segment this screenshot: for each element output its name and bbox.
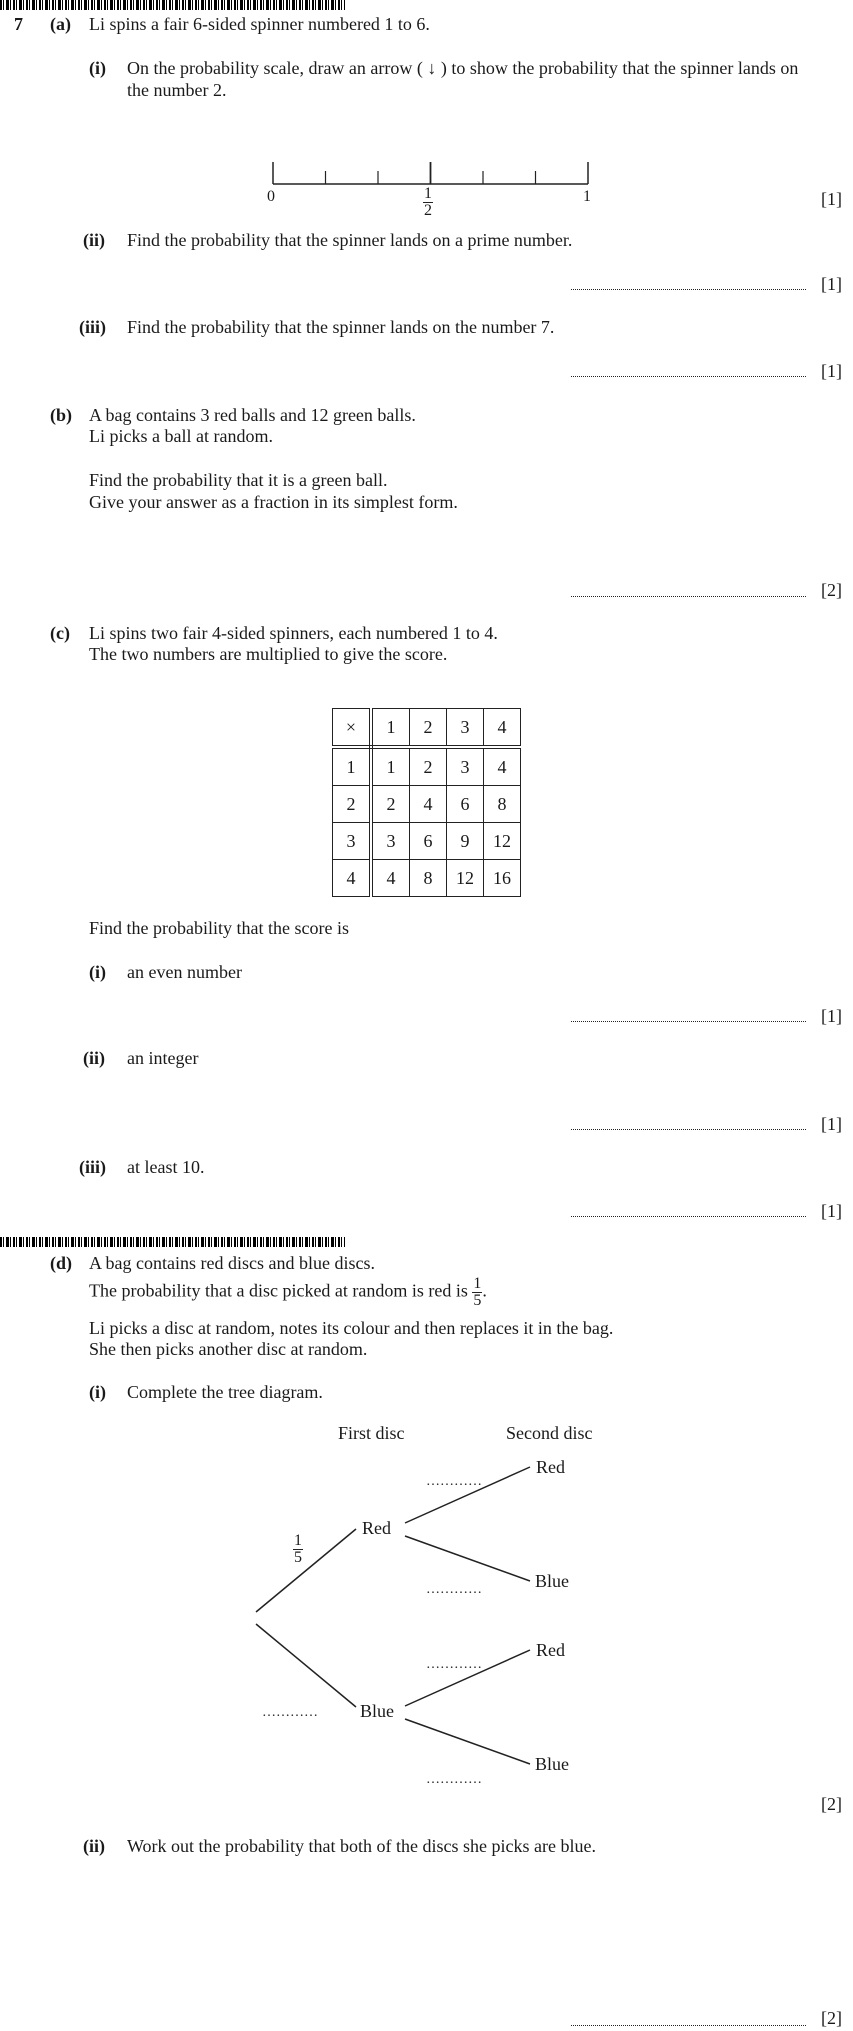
part-c-i-label: (i) bbox=[89, 962, 106, 982]
part-d-line2-text: The probability that a disc picked at random is red is bbox=[89, 1280, 468, 1301]
table-header-cell: 2 bbox=[410, 709, 447, 748]
table-cell: 2 bbox=[410, 747, 447, 786]
table-cell: 4 bbox=[410, 786, 447, 823]
part-a-i-marks: [1] bbox=[821, 189, 842, 209]
part-b-line4: Give your answer as a fraction in its simplest form. bbox=[89, 492, 458, 512]
part-a-ii-text: Find the probability that the spinner lands on a prime number. bbox=[127, 230, 573, 250]
part-d-line1: A bag contains red discs and blue discs. bbox=[89, 1253, 375, 1273]
table-cell: 3 bbox=[447, 747, 484, 786]
part-c-i-text: an even number bbox=[127, 962, 242, 982]
table-cell: 8 bbox=[410, 860, 447, 897]
table-cell: 6 bbox=[447, 786, 484, 823]
part-b-line3: Find the probability that it is a green ball. bbox=[89, 470, 388, 490]
tree-diagram-branches bbox=[0, 1440, 853, 1800]
tree-blank-first-blue[interactable]: ………… bbox=[262, 1705, 318, 1720]
part-a-iii-label: (iii) bbox=[79, 317, 106, 337]
part-d-i-text: Complete the tree diagram. bbox=[127, 1382, 323, 1402]
table-cell: 12 bbox=[484, 823, 521, 860]
part-c-label: (c) bbox=[50, 623, 70, 643]
part-d-line3: Li picks a disc at random, notes its colour and then replaces it in the bag. bbox=[89, 1318, 614, 1338]
question-number: 7 bbox=[14, 14, 23, 34]
table-header-row bbox=[333, 709, 521, 748]
page-barcode-middle bbox=[0, 1237, 345, 1247]
part-a-i-text-line1: On the probability scale, draw an arrow ( ↓ ) to show the probability that the spinner lands on bbox=[127, 58, 799, 78]
part-a-ii-label: (ii) bbox=[83, 230, 105, 250]
part-a-label: (a) bbox=[50, 14, 71, 34]
table-row bbox=[333, 786, 521, 823]
part-c-line2: The two numbers are multiplied to give the score. bbox=[89, 644, 448, 664]
table-corner-cell: × bbox=[333, 709, 372, 748]
table-row-header: 3 bbox=[333, 823, 372, 860]
table-row bbox=[333, 860, 521, 897]
table-row-header: 2 bbox=[333, 786, 372, 823]
part-c-iii-answer-line[interactable] bbox=[571, 1216, 806, 1217]
part-c-iii-text: at least 10. bbox=[127, 1157, 205, 1177]
part-a-i-label: (i) bbox=[89, 58, 106, 78]
part-d-ii-marks: [2] bbox=[821, 2008, 842, 2028]
part-a-stem: Li spins a fair 6-sided spinner numbered 1 to 6. bbox=[89, 14, 430, 34]
part-c-find: Find the probability that the score is bbox=[89, 918, 349, 938]
scale-label-half: $\frac{1}{2}$ bbox=[424, 185, 432, 219]
tree-heading-second: Second disc bbox=[506, 1423, 593, 1443]
tree-node-red: Red bbox=[362, 1518, 391, 1538]
table-cell: 6 bbox=[410, 823, 447, 860]
table-row-header: 1 bbox=[333, 747, 372, 786]
table-cell: 1 bbox=[371, 747, 410, 786]
part-b-label: (b) bbox=[50, 405, 72, 425]
tree-blank-red-blue[interactable]: ………… bbox=[426, 1582, 482, 1597]
tree-node-red-blue: Blue bbox=[535, 1571, 569, 1591]
tree-blank-red-red[interactable]: ………… bbox=[426, 1474, 482, 1489]
table-row bbox=[333, 747, 521, 786]
part-c-iii-label: (iii) bbox=[79, 1157, 106, 1177]
part-c-line1: Li spins two fair 4-sided spinners, each numbered 1 to 4. bbox=[89, 623, 498, 643]
part-d-line2: The probability that a disc picked at random is red is $\frac{1}{5}$ . bbox=[89, 1275, 487, 1309]
part-d-label: (d) bbox=[50, 1253, 72, 1273]
table-header-cell: 4 bbox=[484, 709, 521, 748]
scale-label-zero: 0 bbox=[267, 188, 275, 205]
table-cell: 4 bbox=[484, 747, 521, 786]
part-b-marks: [2] bbox=[821, 580, 842, 600]
tree-blank-blue-blue[interactable]: ………… bbox=[426, 1772, 482, 1787]
part-d-ii-label: (ii) bbox=[83, 1836, 105, 1856]
part-b-line2: Li picks a ball at random. bbox=[89, 426, 273, 446]
tree-blank-blue-red[interactable]: ………… bbox=[426, 1657, 482, 1672]
tree-node-blue-red: Red bbox=[536, 1640, 565, 1660]
part-c-iii-marks: [1] bbox=[821, 1201, 842, 1221]
table-cell: 4 bbox=[371, 860, 410, 897]
table-row bbox=[333, 823, 521, 860]
tree-node-red-red: Red bbox=[536, 1457, 565, 1477]
multiplication-table bbox=[332, 708, 521, 897]
table-cell: 3 bbox=[371, 823, 410, 860]
part-b-line1: A bag contains 3 red balls and 12 green balls. bbox=[89, 405, 416, 425]
tree-given-probability: $\frac{1}{5}$ bbox=[294, 1532, 302, 1566]
table-row-header: 4 bbox=[333, 860, 372, 897]
red-probability-fraction: $\frac{1}{5}$ bbox=[473, 1275, 482, 1309]
part-d-ii-text: Work out the probability that both of the discs she picks are blue. bbox=[127, 1836, 596, 1856]
table-cell: 2 bbox=[371, 786, 410, 823]
part-d-line4: She then picks another disc at random. bbox=[89, 1339, 368, 1359]
part-d-i-marks: [2] bbox=[821, 1794, 842, 1814]
part-c-ii-text: an integer bbox=[127, 1048, 199, 1068]
tree-heading-first: First disc bbox=[338, 1423, 405, 1443]
part-c-i-answer-line[interactable] bbox=[571, 1021, 806, 1022]
table-cell: 9 bbox=[447, 823, 484, 860]
tree-node-blue-blue: Blue bbox=[535, 1754, 569, 1774]
part-d-i-label: (i) bbox=[89, 1382, 106, 1402]
table-header-cell: 1 bbox=[371, 709, 410, 748]
part-a-ii-answer-line[interactable] bbox=[571, 289, 806, 290]
part-b-answer-line[interactable] bbox=[571, 596, 806, 597]
part-c-ii-label: (ii) bbox=[83, 1048, 105, 1068]
part-a-iii-answer-line[interactable] bbox=[571, 376, 806, 377]
part-c-i-marks: [1] bbox=[821, 1006, 842, 1026]
part-c-ii-answer-line[interactable] bbox=[571, 1129, 806, 1130]
part-d-ii-answer-line[interactable] bbox=[571, 2025, 806, 2026]
page-barcode-top bbox=[0, 0, 345, 10]
table-header-cell: 3 bbox=[447, 709, 484, 748]
table-cell: 16 bbox=[484, 860, 521, 897]
table-cell: 12 bbox=[447, 860, 484, 897]
part-a-i-text-line2: the number 2. bbox=[127, 80, 227, 100]
part-a-ii-marks: [1] bbox=[821, 274, 842, 294]
part-a-iii-marks: [1] bbox=[821, 361, 842, 381]
table-cell: 8 bbox=[484, 786, 521, 823]
probability-scale[interactable] bbox=[268, 158, 594, 188]
tree-node-blue: Blue bbox=[360, 1701, 394, 1721]
part-c-ii-marks: [1] bbox=[821, 1114, 842, 1134]
scale-label-one: 1 bbox=[583, 188, 591, 205]
part-a-iii-text: Find the probability that the spinner lands on the number 7. bbox=[127, 317, 555, 337]
